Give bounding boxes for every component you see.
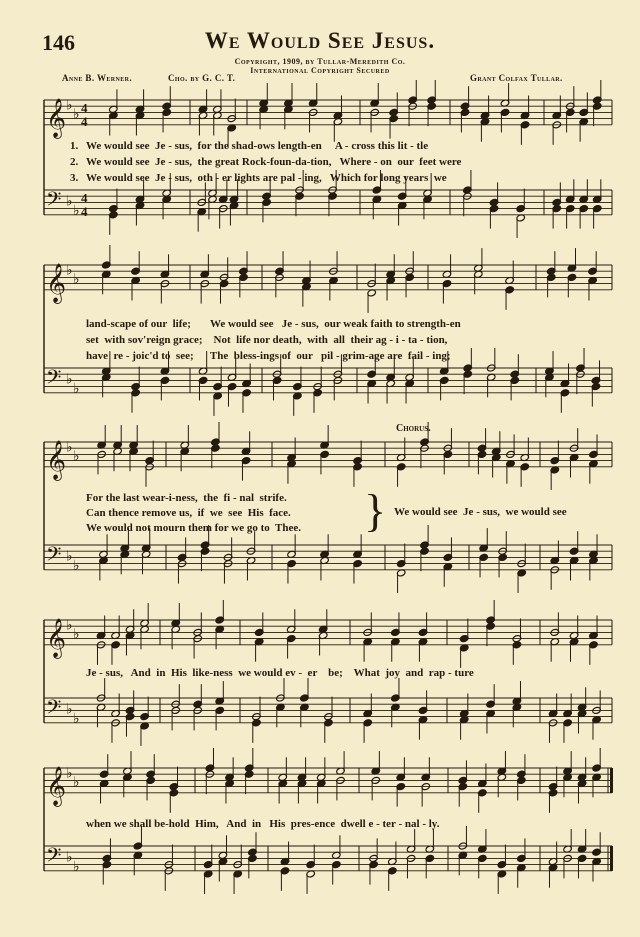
flat-sign: ♭ [73,775,80,791]
verse-number: 3. [70,172,79,184]
chorus-line: when we shall be-hold Him, And in His pres-ence dwell e - ter - nal - ly. [86,818,440,830]
verse-1-line [70,140,610,152]
flat-sign: ♭ [73,558,80,574]
verse-3-line: We would not mourn them for we go to Thee. [86,522,302,534]
flat-sign: ♭ [66,372,73,388]
flat-sign: ♭ [66,440,73,456]
flat-sign: ♭ [66,263,73,279]
flat-sign: ♭ [73,449,80,465]
flat-sign: ♭ [66,98,73,114]
chorus-label: Chorus. [396,423,431,434]
flat-sign: ♭ [73,272,80,288]
flat-sign: ♭ [66,194,73,210]
flat-sign: ♭ [73,203,80,219]
treble-clef: 𝄞 [46,262,67,303]
bass-clef: 𝄢 [46,187,62,216]
verse-2-line: Can thence remove us, if we see His face. [86,507,291,519]
verse-2-line: set with sov'reign grace; Not life nor death, with all their ag - i - ta - tion, [86,334,448,346]
flat-sign: ♭ [66,549,73,565]
verse-3-line: have re - joic'd to see; The bless-ings of our pil - grim-age are fail - ing; [86,350,451,362]
flat-sign: ♭ [66,702,73,718]
verse-1-line: land-scape of our life; We would see Je - sus, our weak faith to strength-en [86,318,461,330]
bass-clef: 𝄢 [46,542,62,571]
final-barline [610,768,613,793]
verse-1-line: For the last wear-i-ness, the fi - nal strife. [86,492,287,504]
treble-clef: 𝄞 [46,765,67,806]
time-signature: 4 [81,190,88,206]
time-signature: 4 [81,113,88,129]
copyright-line: Copyright, 1909, by Tullar-Meredith Co. [234,57,406,66]
chorus-credit: Cho. by G. C. T. [168,73,236,83]
flat-sign: ♭ [66,766,73,782]
treble-clef: 𝄞 [46,617,67,658]
composer-credit: Grant Colfax Tullar. [470,73,563,83]
lyricist-credit: Anne B. Werner. [62,73,133,83]
verse-3-line [70,172,610,184]
bass-clef: 𝄢 [46,843,62,872]
copyright-notice: International Copyright Secured [250,66,390,75]
verse-2-line [70,156,610,168]
flat-sign: ♭ [73,711,80,727]
flat-sign: ♭ [66,618,73,634]
bass-clef: 𝄢 [46,695,62,724]
chorus-line: We would see Je - sus, we would see [394,506,567,518]
flat-sign: ♭ [66,850,73,866]
bass-clef: 𝄢 [46,365,62,394]
treble-clef: 𝄞 [46,97,67,138]
hymn-title: We Would See Jesus. [204,28,436,53]
final-barline [610,846,613,871]
time-signature: 4 [81,203,88,219]
flat-sign: ♭ [73,107,80,123]
verse-brace: } [364,485,387,536]
flat-sign: ♭ [73,859,80,875]
verse-number: 2. [70,156,79,168]
verse-number: 1. [70,140,79,152]
verse-text: We would see Je - sus, for the shad-ows length-en A - cross this lit - tle [86,140,429,152]
verse-text: We would see Je - sus, oth - er lights are pal - ing, Which for long years we [86,172,447,184]
flat-sign: ♭ [73,627,80,643]
flat-sign: ♭ [73,381,80,397]
treble-clef: 𝄞 [46,439,67,480]
time-signature: 4 [81,100,88,116]
page-number: 146 [42,30,75,55]
verse-text: We would see Je - sus, the great Rock-foun-da-tion, Where - on our feet were [86,156,462,168]
chorus-line: Je - sus, And in His like-ness we would ev - er be; What joy and rap - ture [86,667,474,679]
